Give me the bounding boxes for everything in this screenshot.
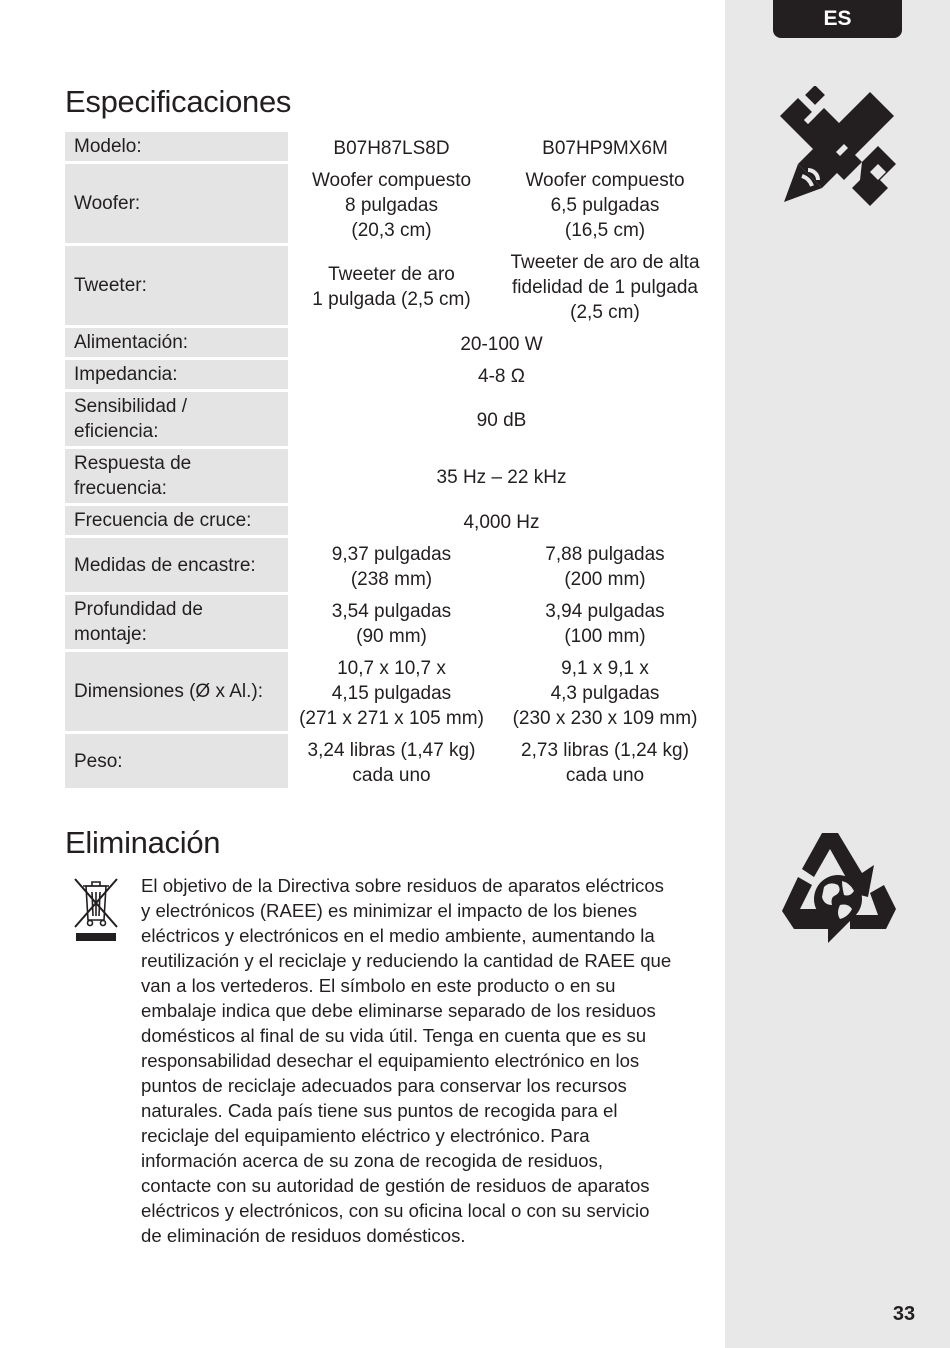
disposal-text [141, 873, 711, 1248]
tools-icon [778, 86, 898, 208]
disposal-text-line: reutilización y el reciclaje y reduciendo la cantidad de RAEE que [141, 950, 672, 971]
disposal-text-line: embalaje indica que debe eliminarse separado de los residuos [141, 1000, 656, 1021]
recycle-icon [778, 829, 898, 947]
spec-value: 4-8 Ω [478, 365, 525, 387]
spec-value-model-1: 3,24 libras (1,47 kg) cada uno [307, 739, 476, 786]
spec-value-model-2: Woofer compuesto 6,5 pulgadas (16,5 cm) [525, 169, 685, 241]
spec-label: Impedancia: [65, 360, 288, 392]
spec-label: Sensibilidad / eficiencia: [65, 392, 288, 449]
spec-row [65, 734, 715, 791]
spec-label: Frecuencia de cruce: [65, 506, 288, 538]
spec-row [65, 392, 715, 449]
spec-row [65, 132, 715, 164]
spec-row [65, 246, 715, 328]
disposal-text-line: responsabilidad desechar el equipamiento electrónico en los [141, 1050, 640, 1071]
disposal-heading: Eliminación [65, 825, 221, 860]
disposal-text-line: puntos de reciclaje adecuados para conservar los recursos [141, 1075, 627, 1096]
disposal-text-line: eléctricos y electrónicos, con su oficina local o con su servicio [141, 1200, 650, 1221]
spec-row [65, 652, 715, 734]
spec-row [65, 595, 715, 652]
spec-value-model-1: 9,37 pulgadas (238 mm) [331, 543, 452, 590]
disposal-text-line: reciclaje del equipamiento eléctrico y electrónico. Para [141, 1125, 590, 1146]
spec-row [65, 449, 715, 506]
spec-value: 90 dB [476, 410, 527, 431]
disposal-text-line: domésticos al final de su vida útil. Tenga en cuenta que es su [141, 1025, 647, 1046]
spec-value-model-1: Tweeter de aro 1 pulgada (2,5 cm) [312, 264, 471, 310]
disposal-text-line: naturales. Cada país tiene sus puntos de recogida para el [141, 1100, 618, 1121]
spec-value-model-2: Tweeter de aro de alta fidelidad de 1 pulgada (2,5 cm) [510, 251, 700, 323]
spec-value-model-2: 2,73 libras (1,24 kg) cada uno [521, 739, 689, 786]
spec-value-model-2: B07HP9MX6M [542, 137, 668, 159]
spec-value-model-2: 3,94 pulgadas (100 mm) [545, 600, 665, 647]
spec-row [65, 538, 715, 595]
disposal-text-line: y electrónicos (RAEE) es minimizar el impacto de los bienes [141, 900, 638, 921]
spec-label: Peso: [65, 734, 288, 791]
spec-label: Modelo: [65, 132, 288, 164]
spec-row [65, 506, 715, 538]
spec-value-model-2: 9,1 x 9,1 x 4,3 pulgadas (230 x 230 x 109 mm) [512, 657, 698, 729]
spec-value-model-1: B07H87LS8D [333, 137, 450, 159]
spec-label: Profundidad de montaje: [65, 595, 288, 652]
language-tab: ES [773, 0, 902, 38]
page-number: 33 [892, 1303, 916, 1325]
spec-value: 4,000 Hz [463, 511, 540, 533]
spec-value: 35 Hz – 22 kHz [436, 467, 567, 488]
disposal-text-line: contacte con su autoridad de gestión de residuos de aparatos [141, 1175, 650, 1196]
disposal-text-line: información acerca de su zona de recogida de residuos, [141, 1150, 604, 1171]
spec-label: Tweeter: [65, 246, 288, 328]
spec-value-model-1: 3,54 pulgadas (90 mm) [331, 600, 452, 647]
specifications-table [65, 132, 715, 791]
disposal-text-line: van a los vertederos. El símbolo en este producto o en su [141, 975, 616, 996]
spec-value-model-1: Woofer compuesto 8 pulgadas (20,3 cm) [311, 169, 472, 241]
spec-label: Dimensiones (Ø x Al.): [65, 652, 288, 734]
spec-value: 20-100 W [460, 333, 543, 355]
spec-label: Respuesta de frecuencia: [65, 449, 288, 506]
spec-row [65, 360, 715, 392]
spec-label: Alimentación: [65, 328, 288, 360]
weee-bin-icon [72, 876, 120, 942]
spec-value-model-2: 7,88 pulgadas (200 mm) [545, 543, 665, 590]
spec-value-model-1: 10,7 x 10,7 x 4,15 pulgadas (271 x 271 x 105 mm) [299, 657, 484, 729]
spec-row [65, 328, 715, 360]
disposal-text-line: eléctricos y electrónicos en el medio ambiente, aumentando la [141, 925, 655, 946]
spec-row [65, 164, 715, 246]
spec-label: Medidas de encastre: [65, 538, 288, 595]
spec-label: Woofer: [65, 164, 288, 246]
disposal-text-line: El objetivo de la Directiva sobre residuos de aparatos eléctricos [141, 875, 664, 896]
specifications-heading: Especificaciones [65, 84, 292, 119]
disposal-text-line: de eliminación de residuos domésticos. [141, 1225, 466, 1246]
